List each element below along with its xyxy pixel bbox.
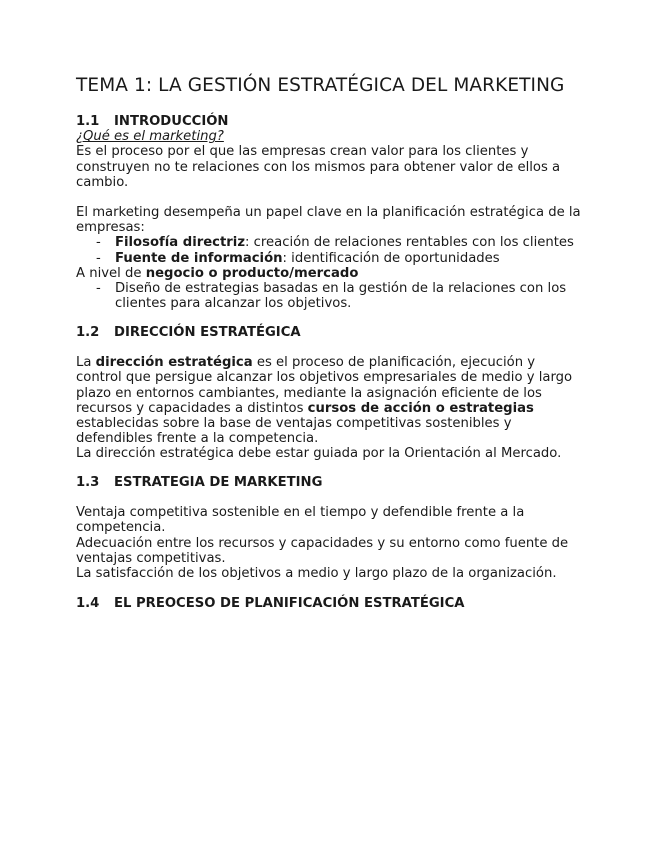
section-heading <box>76 475 581 490</box>
section-heading <box>76 596 581 611</box>
list-item <box>76 235 581 250</box>
intro-paragraph: El marketing desempeña un papel clave en la planificación estratégica de la empresas: <box>76 205 581 236</box>
strategy-line: Ventaja competitiva sostenible en el tiempo y defendible frente a la competencia. <box>76 505 525 536</box>
paragraph-bold: dirección estratégica <box>95 355 253 371</box>
document-title: TEMA 1: LA GESTIÓN ESTRATÉGICA DEL MARKETING <box>76 75 565 96</box>
section-title: INTRODUCCIÓN <box>114 114 229 129</box>
list-item-text: : identificación de oportunidades <box>282 250 500 266</box>
section-number: 1.2 <box>76 325 100 340</box>
list-item-bold: Fuente de información <box>115 250 283 266</box>
level-text: A nivel de <box>76 265 146 281</box>
level-bold: negocio o producto/mercado <box>145 265 359 281</box>
section-title: DIRECCIÓN ESTRATÉGICA <box>114 325 301 340</box>
section-title: EL PREOCESO DE PLANIFICACIÓN ESTRATÉGICA <box>114 596 465 611</box>
section-heading <box>76 114 581 129</box>
section-number: 1.4 <box>76 596 100 611</box>
section-heading <box>76 325 581 340</box>
direccion-paragraph <box>76 355 581 446</box>
level-paragraph <box>76 266 581 281</box>
strategy-line: Adecuación entre los recursos y capacidades y su entorno como fuente de ventajas competitivas. <box>76 535 569 566</box>
section-estrategia-marketing <box>76 475 581 581</box>
list-item-text: : creación de relaciones rentables con los clientes <box>245 235 574 251</box>
section-introduccion <box>76 114 581 311</box>
paragraph-text: establecidas sobre la base de ventajas competitivas sostenibles y defendibles frente a la competencia. <box>76 416 512 447</box>
strategy-line: La satisfacción de los objetivos a medio y largo plazo de la organización. <box>76 566 557 582</box>
section-direccion-estrategica <box>76 325 581 462</box>
paragraph-text: es el proceso de planificación, ejecución y control que persigue alcanzar los objetivos empresariales de medio y largo plazo en entornos cambiantes, mediante la asignación eficiente de los recursos y capacidades a distintos <box>76 355 573 416</box>
list-item-text: Diseño de estrategias basadas en la gestión de la relaciones con los clientes para alcanzar los objetivos. <box>115 281 567 312</box>
list-item <box>76 281 581 311</box>
list-item <box>76 251 581 266</box>
section-number: 1.1 <box>76 114 100 129</box>
section-planificacion <box>76 596 581 611</box>
dash-bullet: - <box>96 250 101 266</box>
question-text: ¿Qué es el marketing? <box>76 129 224 145</box>
dash-bullet: - <box>96 235 101 251</box>
section-title: ESTRATEGIA DE MARKETING <box>114 475 323 490</box>
list-item-bold: Filosofía directriz <box>115 235 245 251</box>
section-number: 1.3 <box>76 475 100 490</box>
paragraph-text: La <box>76 355 96 371</box>
dash-bullet: - <box>96 281 101 297</box>
definition-paragraph: Es el proceso por el que las empresas crean valor para los clientes y construyen no te relaciones con los mismos para obtener valor de ellos a cambio. <box>76 144 561 190</box>
orientacion-paragraph: La dirección estratégica debe estar guiada por la Orientación al Mercado. <box>76 446 562 462</box>
paragraph-bold: cursos de acción o estrategias <box>307 400 534 416</box>
